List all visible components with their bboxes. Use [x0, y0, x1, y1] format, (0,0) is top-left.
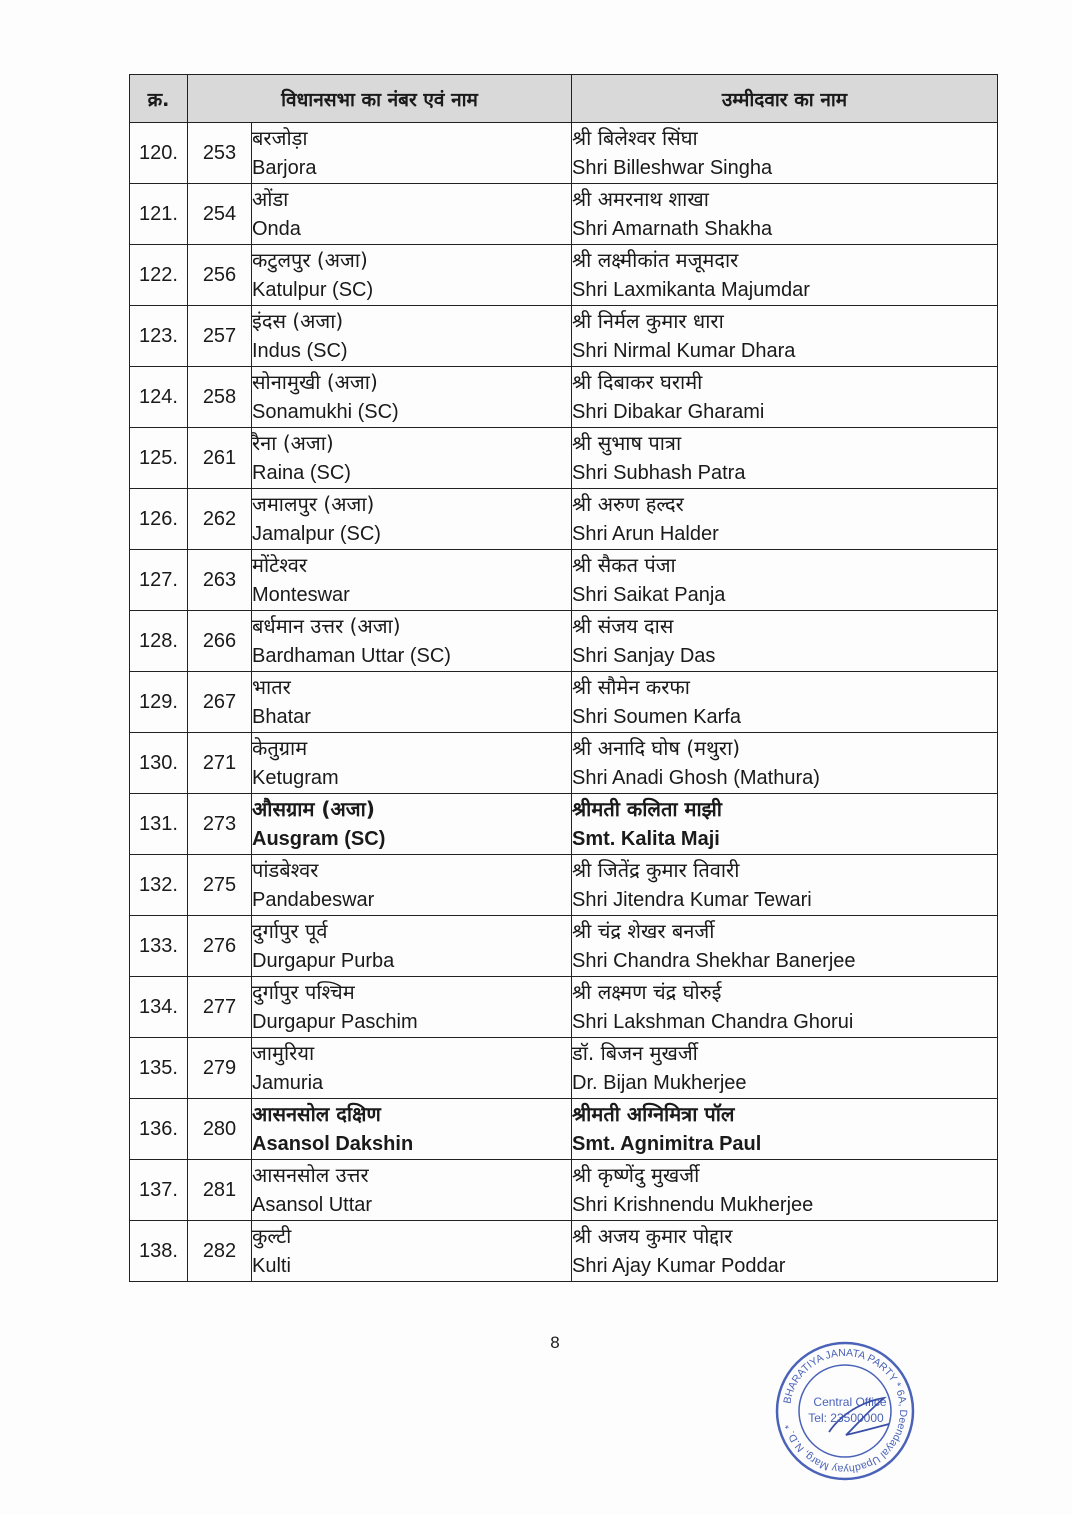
serial-number: 137.	[130, 1160, 188, 1221]
constituency-name-hindi: रैना (अजा)	[252, 431, 334, 455]
candidate-name-hindi: श्रीमती अग्निमित्रा पॉल	[572, 1102, 735, 1126]
candidate-name-english: Smt. Kalita Maji	[572, 828, 720, 850]
header-constituency: विधानसभा का नंबर एवं नाम	[188, 75, 572, 123]
serial-number: 130.	[130, 733, 188, 794]
candidate-name-hindi: श्री अनादि घोष (मथुरा)	[572, 736, 741, 760]
constituency-name-hindi: जमालपुर (अजा)	[252, 492, 375, 516]
constituency-name-english: Asansol Dakshin	[252, 1133, 414, 1155]
candidate-name	[572, 123, 998, 184]
candidate-name-english: Shri Jitendra Kumar Tewari	[572, 889, 812, 911]
constituency-name-english: Ketugram	[252, 767, 339, 789]
constituency-name	[252, 123, 572, 184]
serial-number: 129.	[130, 672, 188, 733]
serial-number: 125.	[130, 428, 188, 489]
candidate-name-english: Shri Dibakar Gharami	[572, 401, 765, 423]
serial-number: 131.	[130, 794, 188, 855]
constituency-number: 263	[188, 550, 252, 611]
header-sno: क्र.	[130, 75, 188, 123]
table-row	[130, 428, 998, 489]
constituency-name-english: Ausgram (SC)	[252, 828, 386, 850]
serial-number: 120.	[130, 123, 188, 184]
serial-number: 124.	[130, 367, 188, 428]
serial-number: 122.	[130, 245, 188, 306]
constituency-name	[252, 611, 572, 672]
table-row	[130, 794, 998, 855]
header-candidate: उम्मीदवार का नाम	[572, 75, 998, 123]
constituency-name	[252, 733, 572, 794]
constituency-number: 282	[188, 1221, 252, 1282]
candidate-name-english: Shri Subhash Patra	[572, 462, 746, 484]
table-row	[130, 1099, 998, 1160]
candidate-name-english: Shri Amarnath Shakha	[572, 218, 773, 240]
constituency-name-english: Barjora	[252, 157, 317, 179]
stamp-line-1: Central Office	[813, 1395, 887, 1409]
constituency-number: 266	[188, 611, 252, 672]
constituency-name	[252, 794, 572, 855]
constituency-name-english: Bardhaman Uttar (SC)	[252, 645, 451, 667]
constituency-number: 279	[188, 1038, 252, 1099]
candidate-name-hindi: श्री सैकत पंजा	[572, 553, 676, 577]
constituency-name-english: Bhatar	[252, 706, 311, 728]
candidate-name	[572, 1160, 998, 1221]
table-row	[130, 611, 998, 672]
candidate-name-hindi: श्री जितेंद्र कुमार तिवारी	[572, 858, 740, 882]
candidate-name-hindi: श्री चंद्र शेखर बनर्जी	[572, 919, 715, 943]
table-row	[130, 672, 998, 733]
candidate-name-hindi: श्री सुभाष पात्रा	[572, 431, 682, 455]
party-seal-stamp	[774, 1340, 916, 1482]
constituency-name-hindi: पांडबेश्वर	[252, 858, 319, 882]
constituency-name	[252, 367, 572, 428]
table-row	[130, 1221, 998, 1282]
candidate-name	[572, 733, 998, 794]
constituency-number: 280	[188, 1099, 252, 1160]
candidate-name-english: Shri Krishnendu Mukherjee	[572, 1194, 814, 1216]
table-row	[130, 123, 998, 184]
serial-number: 123.	[130, 306, 188, 367]
stamp-line-2: Tel: 23500000	[808, 1411, 884, 1425]
candidate-name	[572, 672, 998, 733]
table-row	[130, 1038, 998, 1099]
constituency-name-english: Jamuria	[252, 1072, 324, 1094]
constituency-name	[252, 977, 572, 1038]
constituency-name-english: Durgapur Paschim	[252, 1011, 418, 1033]
candidate-table	[129, 74, 998, 1282]
constituency-name-hindi: जामुरिया	[252, 1041, 315, 1065]
candidate-name-english: Dr. Bijan Mukherjee	[572, 1072, 747, 1094]
constituency-name	[252, 184, 572, 245]
candidate-name-english: Shri Chandra Shekhar Banerjee	[572, 950, 856, 972]
table-row	[130, 184, 998, 245]
constituency-number: 261	[188, 428, 252, 489]
candidate-name-hindi: श्रीमती कलिता माझी	[572, 797, 722, 821]
stamp-outer-text: BHARATIYA JANATA PARTY * 6A, Deendayal Upadhyay Marg, N.D. *	[781, 1346, 910, 1476]
constituency-name-hindi: दुर्गापुर पूर्व	[252, 919, 328, 943]
constituency-name-english: Asansol Uttar	[252, 1194, 373, 1216]
table-row	[130, 550, 998, 611]
table-row	[130, 855, 998, 916]
constituency-number: 253	[188, 123, 252, 184]
constituency-name-hindi: बरजोड़ा	[252, 126, 308, 150]
constituency-name-hindi: सोनामुखी (अजा)	[252, 370, 378, 394]
serial-number: 128.	[130, 611, 188, 672]
constituency-name-hindi: इंदस (अजा)	[252, 309, 344, 333]
table-row	[130, 367, 998, 428]
constituency-name-hindi: औसग्राम (अजा)	[252, 797, 375, 821]
candidate-name-hindi: श्री संजय दास	[572, 614, 674, 638]
constituency-number: 257	[188, 306, 252, 367]
table-row	[130, 916, 998, 977]
candidate-name-hindi: श्री बिलेश्वर सिंघा	[572, 126, 698, 150]
constituency-name-english: Sonamukhi (SC)	[252, 401, 399, 423]
candidate-name	[572, 855, 998, 916]
constituency-name-english: Monteswar	[252, 584, 350, 606]
candidate-name-english: Shri Anadi Ghosh (Mathura)	[572, 767, 820, 789]
constituency-name	[252, 672, 572, 733]
candidate-name-english: Shri Soumen Karfa	[572, 706, 741, 728]
candidate-name	[572, 184, 998, 245]
constituency-name-hindi: मोंटेश्वर	[252, 553, 308, 577]
candidate-name-english: Shri Sanjay Das	[572, 645, 716, 667]
candidate-name	[572, 977, 998, 1038]
constituency-name-hindi: भातर	[252, 675, 291, 699]
table-header-row	[130, 75, 998, 123]
constituency-number: 275	[188, 855, 252, 916]
constituency-number: 254	[188, 184, 252, 245]
candidate-name-english: Shri Billeshwar Singha	[572, 157, 773, 179]
constituency-name-english: Indus (SC)	[252, 340, 348, 362]
candidate-name	[572, 489, 998, 550]
table-row	[130, 306, 998, 367]
candidate-name	[572, 306, 998, 367]
table-row	[130, 733, 998, 794]
constituency-name	[252, 1038, 572, 1099]
serial-number: 132.	[130, 855, 188, 916]
candidate-name-hindi: श्री सौमेन करफा	[572, 675, 690, 699]
serial-number: 134.	[130, 977, 188, 1038]
candidate-name	[572, 611, 998, 672]
page-number: 8	[550, 1333, 560, 1352]
table-row	[130, 245, 998, 306]
constituency-name	[252, 306, 572, 367]
candidate-name-english: Shri Lakshman Chandra Ghorui	[572, 1011, 854, 1033]
candidate-name	[572, 916, 998, 977]
constituency-name-english: Jamalpur (SC)	[252, 523, 381, 545]
constituency-name-english: Raina (SC)	[252, 462, 351, 484]
constituency-name	[252, 489, 572, 550]
constituency-name	[252, 428, 572, 489]
constituency-number: 271	[188, 733, 252, 794]
constituency-name-hindi: दुर्गापुर पश्चिम	[252, 980, 355, 1004]
serial-number: 138.	[130, 1221, 188, 1282]
candidate-name	[572, 428, 998, 489]
constituency-number: 276	[188, 916, 252, 977]
constituency-name-english: Onda	[252, 218, 301, 240]
candidate-name-english: Shri Saikat Panja	[572, 584, 726, 606]
constituency-name-english: Durgapur Purba	[252, 950, 395, 972]
candidate-name-english: Shri Laxmikanta Majumdar	[572, 279, 810, 301]
candidate-name-hindi: श्री निर्मल कुमार धारा	[572, 309, 724, 333]
candidate-name	[572, 1099, 998, 1160]
candidate-name	[572, 1221, 998, 1282]
constituency-name-hindi: केतुग्राम	[252, 736, 308, 760]
serial-number: 133.	[130, 916, 188, 977]
constituency-name-english: Kulti	[252, 1255, 291, 1277]
table-row	[130, 1160, 998, 1221]
constituency-number: 256	[188, 245, 252, 306]
constituency-name	[252, 245, 572, 306]
candidate-name-hindi: श्री कृष्णेंदु मुखर्जी	[572, 1163, 700, 1187]
constituency-name	[252, 1099, 572, 1160]
constituency-name-english: Pandabeswar	[252, 889, 375, 911]
candidate-name-english: Smt. Agnimitra Paul	[572, 1133, 762, 1155]
candidate-name	[572, 367, 998, 428]
candidate-name-hindi: श्री लक्ष्मण चंद्र घोरुई	[572, 980, 722, 1004]
serial-number: 127.	[130, 550, 188, 611]
constituency-name-english: Katulpur (SC)	[252, 279, 374, 301]
serial-number: 135.	[130, 1038, 188, 1099]
candidate-name-hindi: श्री अजय कुमार पोद्दार	[572, 1224, 733, 1248]
serial-number: 121.	[130, 184, 188, 245]
constituency-name-hindi: ओंडा	[252, 187, 289, 211]
serial-number: 126.	[130, 489, 188, 550]
constituency-name-hindi: बर्धमान उत्तर (अजा)	[252, 614, 401, 638]
candidate-name	[572, 1038, 998, 1099]
constituency-name-hindi: आसनसोल उत्तर	[252, 1163, 369, 1187]
constituency-number: 267	[188, 672, 252, 733]
candidate-name-english: Shri Arun Halder	[572, 523, 719, 545]
table-row	[130, 489, 998, 550]
constituency-number: 273	[188, 794, 252, 855]
candidate-name-hindi: श्री अरुण हल्दर	[572, 492, 684, 516]
constituency-name	[252, 1221, 572, 1282]
candidate-name-english: Shri Nirmal Kumar Dhara	[572, 340, 796, 362]
candidate-name	[572, 245, 998, 306]
constituency-name-hindi: कटुलपुर (अजा)	[252, 248, 368, 272]
constituency-number: 258	[188, 367, 252, 428]
constituency-name	[252, 855, 572, 916]
candidate-name	[572, 550, 998, 611]
constituency-number: 262	[188, 489, 252, 550]
candidate-name-english: Shri Ajay Kumar Poddar	[572, 1255, 786, 1277]
constituency-name	[252, 550, 572, 611]
constituency-name-hindi: कुल्टी	[252, 1224, 292, 1248]
candidate-name-hindi: श्री लक्ष्मीकांत मजूमदार	[572, 248, 739, 272]
serial-number: 136.	[130, 1099, 188, 1160]
candidate-name-hindi: श्री दिबाकर घरामी	[572, 370, 703, 394]
candidate-name-hindi: डॉ. बिजन मुखर्जी	[572, 1041, 698, 1065]
constituency-name	[252, 916, 572, 977]
constituency-number: 277	[188, 977, 252, 1038]
constituency-name	[252, 1160, 572, 1221]
candidate-name	[572, 794, 998, 855]
table-row	[130, 977, 998, 1038]
constituency-number: 281	[188, 1160, 252, 1221]
constituency-name-hindi: आसनसोल दक्षिण	[252, 1102, 381, 1126]
candidate-name-hindi: श्री अमरनाथ शाखा	[572, 187, 709, 211]
